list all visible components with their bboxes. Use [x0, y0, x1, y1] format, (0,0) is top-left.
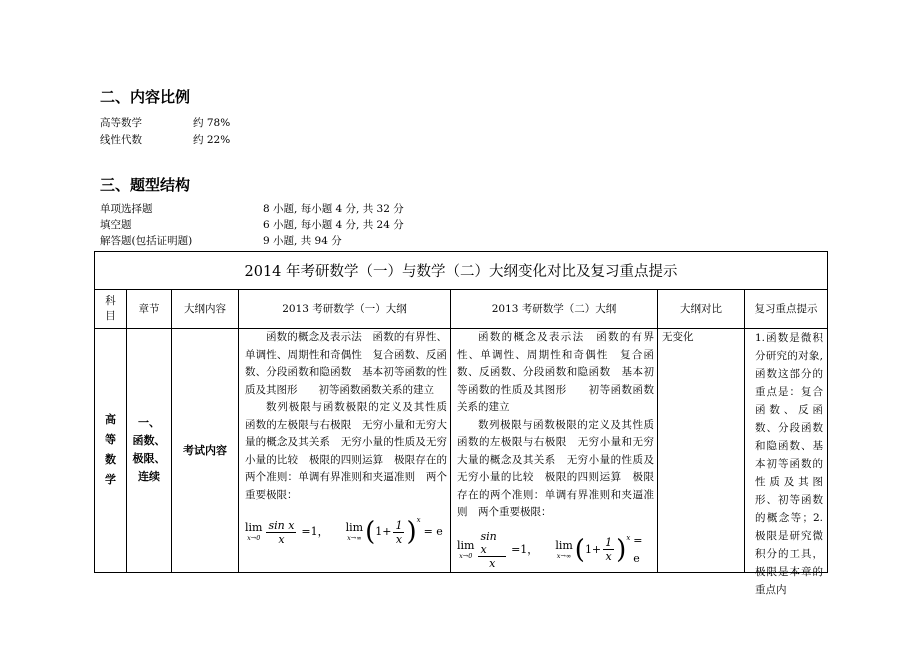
header-subject: 科目: [95, 290, 127, 329]
row-value: 8 小题, 每小题 4 分, 共 32 分: [263, 203, 404, 215]
limit-operator: lim x→0: [245, 521, 263, 542]
equals-e: = e: [423, 525, 443, 539]
math2-syllabus-cell: [451, 329, 665, 573]
row-value: 6 小题, 每小题 4 分, 共 24 分: [263, 219, 404, 231]
syllabus-paragraph: 数列极限与函数极限的定义及其性质 函数的左极限与右极限 无穷小量和无穷大量的概念及其关系 无穷小量的性质及无穷小量的比较 极限的四则运算 极限存在的两个准则：单调有界准则和夹逼准则 两个重要极限：: [457, 418, 665, 518]
chapter-line: 一、: [138, 416, 160, 430]
syllabus-comparison-table: [94, 251, 828, 596]
fraction: $\frac{\text{sin x}}{x}$: [268, 518, 295, 546]
row-label: 填空题: [100, 219, 132, 231]
outline-cell: 考试内容: [172, 329, 239, 573]
header-math1: 2013 考研数学（一）大纲: [239, 290, 451, 329]
subject-text: 高等数学: [105, 413, 116, 487]
syllabus-paragraph: 函数的概念及表示法 函数的有界性、单调性、周期性和奇偶性 复合函数、反函数、分段函数和隐函数 基本初等函数的性质及其图形 初等函数函数关系的建立: [457, 331, 654, 413]
important-limits-formula: lim x→0 $\frac{\text{sin x}}{x}$ =1， lim x→∞ ( 1+ $\frac{1}{x}$ ) x = e: [457, 528, 654, 572]
chapter-line: 连续: [138, 470, 160, 484]
row-value: 约 78%: [193, 117, 231, 129]
header-tips: 复习重点提示: [745, 290, 828, 329]
subject-cell: [95, 329, 127, 573]
chapter-line: 函数、: [132, 434, 166, 448]
row-label: 解答题(包括证明题): [100, 235, 193, 247]
exponent: x: [626, 533, 631, 542]
fraction: $\frac{1}{x}$: [605, 536, 613, 563]
exponent: x: [416, 516, 421, 524]
important-limits-formula: lim x→0 $\frac{\text{sin x}}{x}$ =1， lim x→∞ ( 1+ $\frac{1}{x}$ ) x = e: [245, 510, 447, 554]
limit-operator: lim x→0: [457, 538, 475, 560]
row-label: 线性代数: [100, 134, 142, 146]
header-compare: 大纲对比: [658, 290, 745, 329]
header-chapter: 章节: [127, 290, 172, 329]
fraction: $\frac{1}{x}$: [395, 518, 403, 546]
header-math2: 2013 考研数学（二）大纲: [451, 290, 658, 329]
row-value: 约 22%: [193, 134, 231, 146]
chapter-line: 极限、: [132, 452, 166, 466]
equals-e: = e: [633, 534, 643, 565]
chapter-cell: [127, 329, 172, 573]
equals-one: =1，: [511, 542, 539, 556]
row-label: 单项选择题: [100, 203, 153, 215]
table-title: 2014 年考研数学（一）与数学（二）大纲变化对比及复习重点提示: [95, 252, 828, 290]
header-outline: 大纲内容: [172, 290, 239, 329]
compare-cell: 无变化: [658, 329, 745, 573]
one-plus: 1+: [375, 525, 392, 539]
limit-operator: lim x→∞: [555, 538, 573, 560]
review-tips-text: 1.函数是微积分研究的对象,函数这部分的重点是：复合函数、反函数、分段函数和隐函数、基本初等函数的性质及其图形、初等函数的概念等；2.极限是研究微积分的工具，极限是本章的重点内: [755, 332, 824, 596]
row-value: 9 小题, 共 94 分: [263, 235, 342, 247]
fraction: $\frac{\text{sin x}}{x}$: [478, 530, 506, 570]
equals-one: =1，: [301, 525, 329, 539]
section-heading-structure: 三、题型结构: [100, 176, 191, 194]
syllabus-paragraph: 数列极限与函数极限的定义及其性质 函数的左极限与右极限 无穷小量和无穷大量的概念及其关系 无穷小量的性质及无穷小量的比较 极限的四则运算 极限存在的两个准则：单调有界准则和夹逼准则 两个重要极限：: [245, 401, 458, 501]
section-heading-proportion: 二、内容比例: [100, 88, 191, 106]
syllabus-paragraph: 函数的概念及表示法 函数的有界性、单调性、周期性和奇偶性 复合函数、反函数、分段函数和隐函数 基本初等函数的性质及其图形 初等函数函数关系的建立: [245, 331, 447, 396]
row-label: 高等数学: [100, 117, 142, 129]
review-tips-cell: [745, 329, 828, 596]
limit-operator: lim x→∞: [345, 521, 364, 542]
one-plus: 1+: [584, 542, 602, 556]
math1-syllabus-cell: [239, 329, 458, 573]
